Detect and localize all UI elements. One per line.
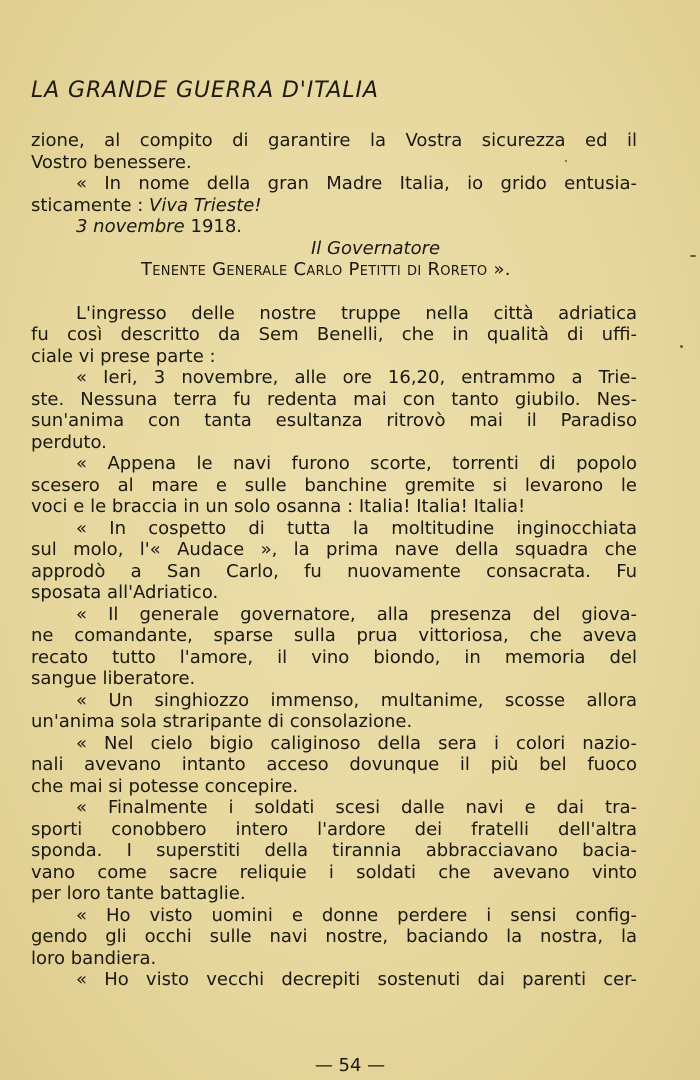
section-gap xyxy=(31,281,637,303)
text-line: ciale vi prese parte : xyxy=(31,345,216,367)
paragraph xyxy=(31,690,637,733)
text-line: sposata all'Adriatico. xyxy=(31,582,219,603)
text-line: scesero al mare e sulle banchine gremite si levarono le xyxy=(31,474,637,496)
text-line: sangue liberatore. xyxy=(31,668,196,689)
exclamation-italic: Viva Trieste! xyxy=(149,194,262,216)
text-line: vano come sacre reliquie i soldati che avevano vinto xyxy=(31,861,637,883)
page-number: — 54 — xyxy=(314,1055,386,1076)
paper-speck xyxy=(565,160,567,162)
paragraph xyxy=(31,303,637,368)
text-line: sul molo, l'« Audace », la prima nave della squadra che xyxy=(31,539,637,560)
page-body xyxy=(31,130,637,991)
text-line xyxy=(31,195,637,217)
text-line: per loro tante battaglie. xyxy=(31,883,246,904)
text-line: gendo gli occhi sulle navi nostre, baciando la nostra, la xyxy=(31,926,637,947)
text-run: sticamente : xyxy=(31,194,150,216)
paragraph xyxy=(31,969,637,991)
date-year: 1918. xyxy=(184,216,243,237)
proclamation-block xyxy=(31,130,637,281)
text-line: ste. Nessuna terra fu redenta mai con tanto giubilo. Nes- xyxy=(31,388,637,410)
text-line: « Il generale governatore, alla presenza del giova- xyxy=(76,603,637,625)
text-line: « Ho visto vecchi decrepiti sostenuti dai parenti cer- xyxy=(76,969,637,990)
text-line: recato tutto l'amore, il vino biondo, in memoria del xyxy=(31,646,637,668)
narrative-text xyxy=(31,303,637,991)
paper-speck xyxy=(690,255,696,257)
paper-speck xyxy=(680,345,683,348)
text-line: sun'anima con tanta esultanza ritrovò mai il Paradiso xyxy=(31,410,637,431)
text-line: « Nel cielo bigio caliginoso della sera i colori nazio- xyxy=(76,732,637,754)
text-line: approdò a San Carlo, fu nuovamente consacrata. Fu xyxy=(31,560,637,582)
text-line: « Appena le navi furono scorte, torrenti di popolo xyxy=(76,453,637,474)
paragraph xyxy=(31,453,637,518)
paragraph xyxy=(31,797,637,905)
text-line: sporti conobbero intero l'ardore dei fratelli dell'altra xyxy=(31,818,637,840)
paragraph xyxy=(31,604,637,690)
text-line: che mai si potesse concepire. xyxy=(31,775,299,797)
text-line: « In nome della gran Madre Italia, io grido entusia- xyxy=(76,173,637,194)
text-line: nali avevano intanto acceso dovunque il più bel fuoco xyxy=(31,754,637,775)
paragraph xyxy=(31,518,637,604)
text-line: « Ieri, 3 novembre, alle ore 16,20, entrammo a Trie- xyxy=(76,367,637,388)
paragraph xyxy=(31,733,637,798)
text-line: loro bandiera. xyxy=(31,947,157,969)
paragraph xyxy=(31,367,637,453)
text-line: fu così descritto da Sem Benelli, che in qualità di uffi- xyxy=(31,324,637,345)
text-line: sponda. I superstiti della tirannia abbracciavano bacia- xyxy=(31,840,637,861)
signer-title: Il Governatore xyxy=(311,237,441,259)
text-line: un'anima sola straripante di consolazione. xyxy=(31,711,413,732)
text-line: L'ingresso delle nostre truppe nella città adriatica xyxy=(76,302,637,324)
text-line: « Ho visto uomini e donne perdere i sensi config- xyxy=(76,904,637,926)
text-line: voci e le braccia in un solo osanna : Italia! Italia! Italia! xyxy=(31,496,526,517)
text-line: perduto. xyxy=(31,431,107,453)
text-line: « In cospetto di tutta la moltitudine inginocchiata xyxy=(76,517,637,539)
date-day-month: 3 novembre xyxy=(76,216,185,237)
paragraph xyxy=(31,905,637,970)
signer-name: Tenente Generale Carlo Petitti di Roreto ». xyxy=(141,259,511,280)
text-line: Vostro benessere. xyxy=(31,151,192,173)
running-head: LA GRANDE GUERRA D'ITALIA xyxy=(31,78,379,103)
text-line: ne comandante, sparse sulla prua vittoriosa, che aveva xyxy=(31,625,637,646)
text-line: zione, al compito di garantire la Vostra sicurezza ed il xyxy=(31,130,637,151)
text-line: « Un singhiozzo immenso, multanime, scosse allora xyxy=(76,689,637,711)
text-line: « Finalmente i soldati scesi dalle navi e dai tra- xyxy=(76,797,637,818)
proclamation-date xyxy=(31,216,637,238)
